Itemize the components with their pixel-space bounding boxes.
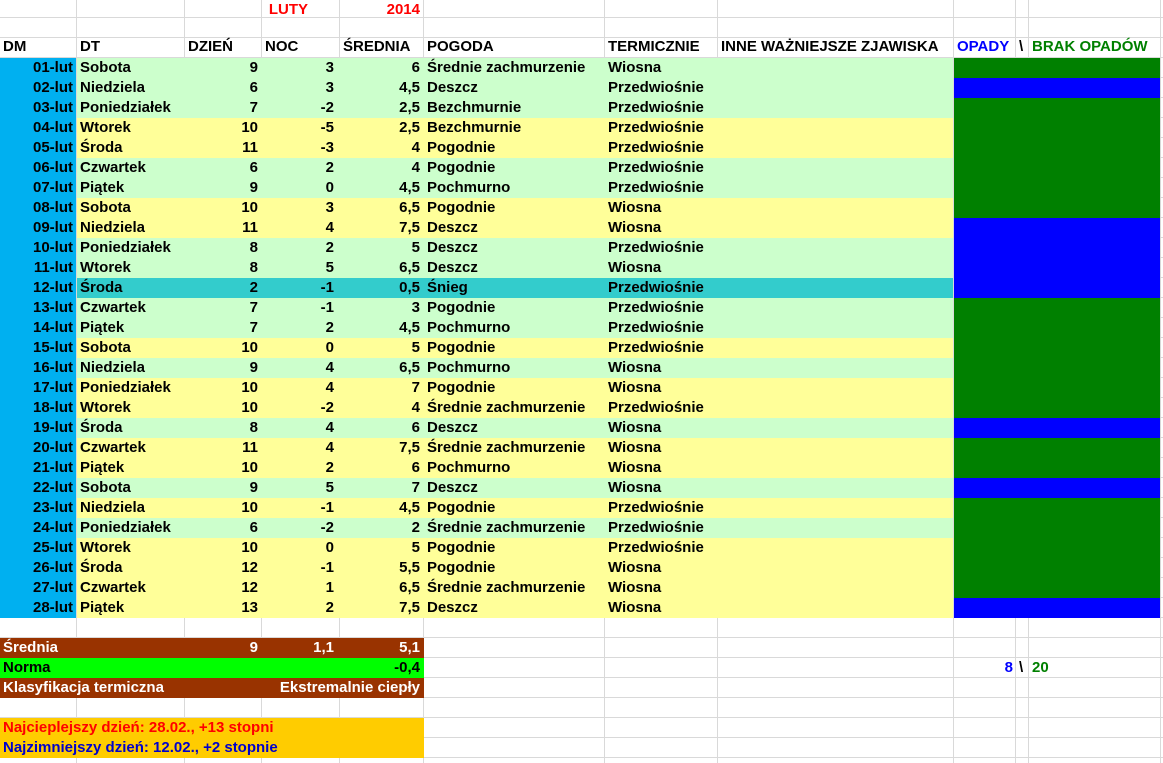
cell-dm[interactable]: 05-lut (32, 139, 73, 156)
cell-dzien[interactable]: 10 (241, 539, 258, 556)
summary-klasyfikacja-row (0, 678, 1163, 698)
table-row (0, 518, 1163, 538)
cell-noc[interactable]: 4 (325, 439, 334, 456)
table-row (0, 78, 1163, 98)
summary-klasyfikacja-label[interactable]: Klasyfikacja termiczna (3, 679, 164, 696)
precip-rain-bar (954, 598, 1160, 618)
cell-noc[interactable]: 2 (325, 159, 334, 176)
cell-noc[interactable]: 3 (325, 199, 334, 216)
cell-dzien[interactable]: 10 (241, 499, 258, 516)
precip-dry-bar (954, 58, 1160, 78)
precip-dry-bar (954, 558, 1160, 578)
cell-dm[interactable]: 18-lut (32, 399, 73, 416)
cell-noc[interactable]: 4 (325, 359, 334, 376)
cell-pogoda[interactable]: Średnie zachmurzenie (427, 399, 586, 416)
cell-dt[interactable]: Poniedziałek (80, 379, 171, 396)
count-separator[interactable]: \ (1019, 659, 1024, 676)
cell-pogoda[interactable]: Deszcz (427, 419, 478, 436)
cell-dm[interactable]: 13-lut (32, 299, 73, 316)
cell-dzien[interactable]: 11 (242, 219, 258, 236)
cell-dt[interactable]: Sobota (80, 339, 131, 356)
cell-dm[interactable]: 12-lut (32, 279, 73, 296)
cell-srednia[interactable]: 4,5 (399, 179, 420, 196)
cell-srednia[interactable]: 2 (411, 519, 420, 536)
cell-pogoda[interactable]: Średnie zachmurzenie (427, 439, 586, 456)
cell-pogoda[interactable]: Pogodnie (427, 539, 496, 556)
cell-dm[interactable]: 28-lut (32, 599, 73, 616)
cell-dt[interactable]: Sobota (80, 199, 131, 216)
cell-dm[interactable]: 17-lut (32, 379, 73, 396)
cell-pogoda[interactable]: Pochmurno (427, 359, 511, 376)
cell-srednia[interactable]: 7,5 (399, 439, 420, 456)
cell-termicznie[interactable]: Wiosna (608, 419, 662, 436)
cell-srednia[interactable]: 5 (411, 339, 420, 356)
cell-pogoda[interactable]: Średnie zachmurzenie (427, 579, 586, 596)
cell-dm[interactable]: 20-lut (32, 439, 73, 456)
table-row (0, 278, 1163, 298)
table-row (0, 218, 1163, 238)
cell-dzien[interactable]: 9 (249, 359, 258, 376)
cell-srednia[interactable]: 6,5 (399, 359, 420, 376)
cell-pogoda[interactable]: Pogodnie (427, 299, 496, 316)
cell-dt[interactable]: Środa (80, 559, 123, 576)
cell-noc[interactable]: 5 (325, 479, 334, 496)
cell-pogoda[interactable]: Pogodnie (427, 559, 496, 576)
precip-dry-bar (954, 178, 1160, 198)
cell-dm[interactable]: 06-lut (32, 159, 73, 176)
cell-dt[interactable]: Wtorek (80, 539, 131, 556)
note-coldest-row (0, 738, 1163, 758)
cell-pogoda[interactable]: Pogodnie (427, 499, 496, 516)
cell-srednia[interactable]: 7,5 (399, 219, 420, 236)
cell-termicznie[interactable]: Przedwiośnie (608, 519, 704, 536)
cell-pogoda[interactable]: Deszcz (427, 79, 478, 96)
cell-dzien[interactable]: 6 (249, 159, 258, 176)
cell-dm[interactable]: 02-lut (32, 79, 73, 96)
cell-srednia[interactable]: 4,5 (399, 499, 420, 516)
note-warmest-row (0, 718, 1163, 738)
summary-klasyfikacja-value[interactable]: Ekstremalnie ciepły (279, 679, 420, 696)
table-row (0, 538, 1163, 558)
cell-dzien[interactable]: 11 (242, 439, 258, 456)
cell-noc[interactable]: -2 (320, 99, 334, 116)
table-row (0, 338, 1163, 358)
cell-pogoda[interactable]: Deszcz (427, 219, 478, 236)
table-row (0, 498, 1163, 518)
cell-noc[interactable]: 0 (325, 179, 334, 196)
cell-dm[interactable]: 04-lut (32, 119, 73, 136)
cell-srednia[interactable]: 6 (411, 419, 420, 436)
col-header-termicznie[interactable]: TERMICZNIE (608, 38, 700, 55)
cell-dzien[interactable]: 9 (249, 59, 258, 76)
cell-srednia[interactable]: 5 (411, 239, 420, 256)
precip-dry-bar (954, 518, 1160, 538)
cell-noc[interactable]: -1 (320, 559, 334, 576)
table-row (0, 458, 1163, 478)
cell-dm[interactable]: 23-lut (32, 499, 73, 516)
cell-noc[interactable]: 0 (325, 539, 334, 556)
cell-dt[interactable]: Wtorek (80, 399, 131, 416)
cell-noc[interactable]: 2 (325, 239, 334, 256)
cell-pogoda[interactable]: Pochmurno (427, 459, 511, 476)
col-header-inne[interactable]: INNE WAŻNIEJSZE ZJAWISKA (721, 38, 939, 55)
precip-dry-bar (954, 538, 1160, 558)
cell-srednia[interactable]: 7 (411, 479, 420, 496)
cell-termicznie[interactable]: Wiosna (608, 259, 662, 276)
summary-srednia-noc[interactable]: 1,1 (313, 639, 334, 656)
cell-termicznie[interactable]: Przedwiośnie (608, 239, 704, 256)
cell-dzien[interactable]: 7 (249, 299, 258, 316)
cell-dzien[interactable]: 8 (249, 239, 258, 256)
cell-dt[interactable]: Niedziela (80, 359, 146, 376)
cell-dt[interactable]: Wtorek (80, 259, 131, 276)
precip-dry-bar (954, 338, 1160, 358)
table-row (0, 138, 1163, 158)
cell-srednia[interactable]: 6 (411, 59, 420, 76)
cell-srednia[interactable]: 2,5 (399, 119, 420, 136)
cell-termicznie[interactable]: Wiosna (608, 579, 662, 596)
precip-dry-bar (954, 318, 1160, 338)
precip-dry-bar (954, 158, 1160, 178)
col-header-opady[interactable]: OPADY (957, 38, 1010, 55)
cell-dt[interactable]: Niedziela (80, 499, 146, 516)
cell-srednia[interactable]: 4,5 (399, 79, 420, 96)
cell-dzien[interactable]: 7 (249, 99, 258, 116)
cell-pogoda[interactable]: Śnieg (427, 279, 468, 296)
cell-pogoda[interactable]: Pochmurno (427, 179, 511, 196)
table-row (0, 158, 1163, 178)
cell-dm[interactable]: 09-lut (32, 219, 73, 236)
cell-termicznie[interactable]: Przedwiośnie (608, 279, 704, 296)
table-row (0, 598, 1163, 618)
cell-dt[interactable]: Środa (80, 139, 123, 156)
precip-rain-bar (954, 258, 1160, 278)
cell-termicznie[interactable]: Wiosna (608, 459, 662, 476)
col-header-noc[interactable]: NOC (265, 38, 299, 55)
cell-dm[interactable]: 10-lut (32, 239, 73, 256)
cell-noc[interactable]: 4 (325, 419, 334, 436)
cell-srednia[interactable]: 6 (411, 459, 420, 476)
table-row (0, 478, 1163, 498)
cell-noc[interactable]: -3 (320, 139, 334, 156)
cell-termicznie[interactable]: Wiosna (608, 379, 662, 396)
cell-pogoda[interactable]: Pogodnie (427, 379, 496, 396)
summary-srednia-row (0, 638, 1163, 658)
col-header-srednia[interactable]: ŚREDNIA (343, 38, 411, 55)
cell-termicznie[interactable]: Wiosna (608, 199, 662, 216)
cell-noc[interactable]: 2 (325, 459, 334, 476)
title-row (0, 0, 1163, 20)
summary-norma-row (0, 658, 1163, 678)
col-header-dzien[interactable]: DZIEŃ (188, 38, 233, 55)
table-row (0, 198, 1163, 218)
cell-dt[interactable]: Czwartek (80, 579, 146, 596)
cell-termicznie[interactable]: Przedwiośnie (608, 499, 704, 516)
summary-srednia-dzien[interactable]: 9 (249, 639, 258, 656)
cell-termicznie[interactable]: Wiosna (608, 599, 662, 616)
cell-termicznie[interactable]: Przedwiośnie (608, 319, 704, 336)
cell-termicznie[interactable]: Wiosna (608, 439, 662, 456)
cell-pogoda[interactable]: Pogodnie (427, 159, 496, 176)
precip-dry-bar (954, 198, 1160, 218)
cell-dzien[interactable]: 8 (249, 259, 258, 276)
table-row (0, 298, 1163, 318)
note-warmest[interactable]: Najcieplejszy dzień: 28.02., +13 stopni (3, 719, 274, 736)
cell-dt[interactable]: Wtorek (80, 119, 131, 136)
cell-dm[interactable]: 22-lut (32, 479, 73, 496)
cell-noc[interactable]: 3 (325, 79, 334, 96)
cell-dt[interactable]: Piątek (80, 599, 125, 616)
cell-dzien[interactable]: 9 (249, 479, 258, 496)
cell-noc[interactable]: -5 (320, 119, 334, 136)
cell-srednia[interactable]: 0,5 (399, 279, 420, 296)
cell-srednia[interactable]: 3 (411, 299, 420, 316)
cell-dm[interactable]: 01-lut (32, 59, 73, 76)
cell-termicznie[interactable]: Wiosna (608, 479, 662, 496)
col-header-dm[interactable]: DM (3, 38, 27, 55)
cell-dzien[interactable]: 8 (249, 419, 258, 436)
cell-dzien[interactable]: 10 (241, 379, 258, 396)
cell-noc[interactable]: 0 (325, 339, 334, 356)
col-header-separator[interactable]: \ (1019, 38, 1024, 55)
cell-dm[interactable]: 25-lut (32, 539, 73, 556)
note-coldest[interactable]: Najzimniejszy dzień: 12.02., +2 stopnie (3, 739, 278, 756)
cell-termicznie[interactable]: Przedwiośnie (608, 299, 704, 316)
month-label[interactable]: LUTY (268, 1, 308, 18)
cell-srednia[interactable]: 4,5 (399, 319, 420, 336)
precip-dry-bar (954, 458, 1160, 478)
cell-dzien[interactable]: 11 (242, 139, 258, 156)
cell-pogoda[interactable]: Pogodnie (427, 339, 496, 356)
cell-pogoda[interactable]: Deszcz (427, 599, 478, 616)
cell-dm[interactable]: 21-lut (32, 459, 73, 476)
precip-dry-bar (954, 398, 1160, 418)
table-row (0, 358, 1163, 378)
table-row (0, 558, 1163, 578)
table-row (0, 318, 1163, 338)
precip-dry-bar (954, 98, 1160, 118)
cell-noc[interactable]: -1 (320, 279, 334, 296)
precip-dry-bar (954, 138, 1160, 158)
cell-dm[interactable]: 14-lut (32, 319, 73, 336)
cell-termicznie[interactable]: Wiosna (608, 559, 662, 576)
cell-termicznie[interactable]: Wiosna (608, 219, 662, 236)
cell-dzien[interactable]: 10 (241, 119, 258, 136)
cell-dt[interactable]: Czwartek (80, 439, 146, 456)
precip-rain-bar (954, 418, 1160, 438)
precip-rain-bar (954, 278, 1160, 298)
cell-dt[interactable]: Piątek (80, 179, 125, 196)
table-row (0, 258, 1163, 278)
cell-dt[interactable]: Środa (80, 279, 123, 296)
cell-noc[interactable]: -2 (320, 399, 334, 416)
cell-srednia[interactable]: 4 (411, 139, 420, 156)
cell-noc[interactable]: 3 (325, 59, 334, 76)
cell-dt[interactable]: Sobota (80, 59, 131, 76)
cell-dm[interactable]: 03-lut (32, 99, 73, 116)
cell-pogoda[interactable]: Pogodnie (427, 199, 496, 216)
cell-dzien[interactable]: 6 (249, 519, 258, 536)
cell-dzien[interactable]: 10 (241, 339, 258, 356)
precip-rain-bar (954, 478, 1160, 498)
table-row (0, 178, 1163, 198)
cell-dzien[interactable]: 12 (241, 579, 258, 596)
cell-pogoda[interactable]: Bezchmurnie (427, 99, 522, 116)
cell-srednia[interactable]: 5,5 (399, 559, 420, 576)
cell-dt[interactable]: Poniedziałek (80, 519, 171, 536)
cell-dm[interactable]: 27-lut (32, 579, 73, 596)
table-row (0, 58, 1163, 78)
cell-pogoda[interactable]: Deszcz (427, 479, 478, 496)
cell-termicznie[interactable]: Przedwiośnie (608, 99, 704, 116)
precip-dry-bar (954, 298, 1160, 318)
brak-count[interactable]: 20 (1032, 659, 1049, 676)
cell-dt[interactable]: Czwartek (80, 299, 146, 316)
cell-dt[interactable]: Poniedziałek (80, 239, 171, 256)
cell-pogoda[interactable]: Średnie zachmurzenie (427, 519, 586, 536)
cell-srednia[interactable]: 7 (411, 379, 420, 396)
table-row (0, 578, 1163, 598)
precip-dry-bar (954, 438, 1160, 458)
opady-count[interactable]: 8 (1004, 659, 1013, 676)
cell-termicznie[interactable]: Przedwiośnie (608, 399, 704, 416)
cell-termicznie[interactable]: Przedwiośnie (608, 179, 704, 196)
cell-dzien[interactable]: 12 (241, 559, 258, 576)
cell-srednia[interactable]: 2,5 (399, 99, 420, 116)
cell-dzien[interactable]: 13 (241, 599, 258, 616)
cell-noc[interactable]: -2 (320, 519, 334, 536)
table-row (0, 118, 1163, 138)
col-header-dt[interactable]: DT (80, 38, 100, 55)
cell-dzien[interactable]: 2 (249, 279, 258, 296)
summary-norma-value[interactable]: -0,4 (394, 659, 420, 676)
precip-dry-bar (954, 358, 1160, 378)
precip-rain-bar (954, 78, 1160, 98)
cell-noc[interactable]: 2 (325, 599, 334, 616)
cell-dzien[interactable]: 9 (249, 179, 258, 196)
cell-termicznie[interactable]: Przedwiośnie (608, 119, 704, 136)
summary-srednia-srednia[interactable]: 5,1 (399, 639, 420, 656)
table-row (0, 398, 1163, 418)
cell-termicznie[interactable]: Przedwiośnie (608, 139, 704, 156)
cell-dt[interactable]: Sobota (80, 479, 131, 496)
header-row (0, 37, 1163, 57)
cell-dt[interactable]: Piątek (80, 459, 125, 476)
cell-dm[interactable]: 08-lut (32, 199, 73, 216)
cell-pogoda[interactable]: Bezchmurnie (427, 119, 522, 136)
cell-dm[interactable]: 24-lut (32, 519, 73, 536)
year-label[interactable]: 2014 (386, 1, 420, 18)
cell-srednia[interactable]: 4 (411, 159, 420, 176)
cell-dm[interactable]: 15-lut (32, 339, 73, 356)
cell-srednia[interactable]: 5 (411, 539, 420, 556)
cell-noc[interactable]: -1 (320, 299, 334, 316)
cell-dm[interactable]: 11-lut (33, 259, 73, 276)
table-row (0, 98, 1163, 118)
cell-dm[interactable]: 07-lut (32, 179, 73, 196)
summary-srednia-label[interactable]: Średnia (3, 639, 59, 656)
precip-dry-bar (954, 118, 1160, 138)
col-header-brak[interactable]: BRAK OPADÓW (1032, 38, 1148, 55)
cell-dt[interactable]: Czwartek (80, 159, 146, 176)
cell-noc[interactable]: 4 (325, 379, 334, 396)
cell-termicznie[interactable]: Wiosna (608, 59, 662, 76)
cell-dzien[interactable]: 10 (241, 459, 258, 476)
cell-dt[interactable]: Niedziela (80, 219, 146, 236)
cell-srednia[interactable]: 7,5 (399, 599, 420, 616)
table-row (0, 418, 1163, 438)
cell-noc[interactable]: 5 (325, 259, 334, 276)
cell-termicznie[interactable]: Przedwiośnie (608, 539, 704, 556)
cell-dm[interactable]: 26-lut (32, 559, 73, 576)
cell-dt[interactable]: Niedziela (80, 79, 146, 96)
table-row (0, 438, 1163, 458)
cell-noc[interactable]: -1 (320, 499, 334, 516)
cell-noc[interactable]: 1 (325, 579, 334, 596)
cell-pogoda[interactable]: Pogodnie (427, 139, 496, 156)
precip-rain-bar (954, 218, 1160, 238)
cell-srednia[interactable]: 6,5 (399, 579, 420, 596)
table-row (0, 378, 1163, 398)
cell-pogoda[interactable]: Pochmurno (427, 319, 511, 336)
precip-dry-bar (954, 578, 1160, 598)
cell-termicznie[interactable]: Przedwiośnie (608, 159, 704, 176)
cell-srednia[interactable]: 6,5 (399, 259, 420, 276)
cell-dzien[interactable]: 10 (241, 199, 258, 216)
cell-pogoda[interactable]: Deszcz (427, 259, 478, 276)
precip-rain-bar (954, 238, 1160, 258)
cell-pogoda[interactable]: Średnie zachmurzenie (427, 59, 586, 76)
cell-dt[interactable]: Poniedziałek (80, 99, 171, 116)
precip-dry-bar (954, 498, 1160, 518)
cell-dzien[interactable]: 6 (249, 79, 258, 96)
precip-dry-bar (954, 378, 1160, 398)
cell-dzien[interactable]: 10 (241, 399, 258, 416)
summary-norma-label[interactable]: Norma (3, 659, 51, 676)
table-row (0, 238, 1163, 258)
cell-srednia[interactable]: 4 (411, 399, 420, 416)
cell-srednia[interactable]: 6,5 (399, 199, 420, 216)
cell-noc[interactable]: 2 (325, 319, 334, 336)
cell-dm[interactable]: 19-lut (32, 419, 73, 436)
cell-pogoda[interactable]: Deszcz (427, 239, 478, 256)
col-header-pogoda[interactable]: POGODA (427, 38, 494, 55)
cell-termicznie[interactable]: Wiosna (608, 359, 662, 376)
cell-termicznie[interactable]: Przedwiośnie (608, 339, 704, 356)
cell-noc[interactable]: 4 (325, 219, 334, 236)
cell-dt[interactable]: Środa (80, 419, 123, 436)
cell-dzien[interactable]: 7 (249, 319, 258, 336)
cell-dt[interactable]: Piątek (80, 319, 125, 336)
cell-dm[interactable]: 16-lut (32, 359, 73, 376)
cell-termicznie[interactable]: Przedwiośnie (608, 79, 704, 96)
